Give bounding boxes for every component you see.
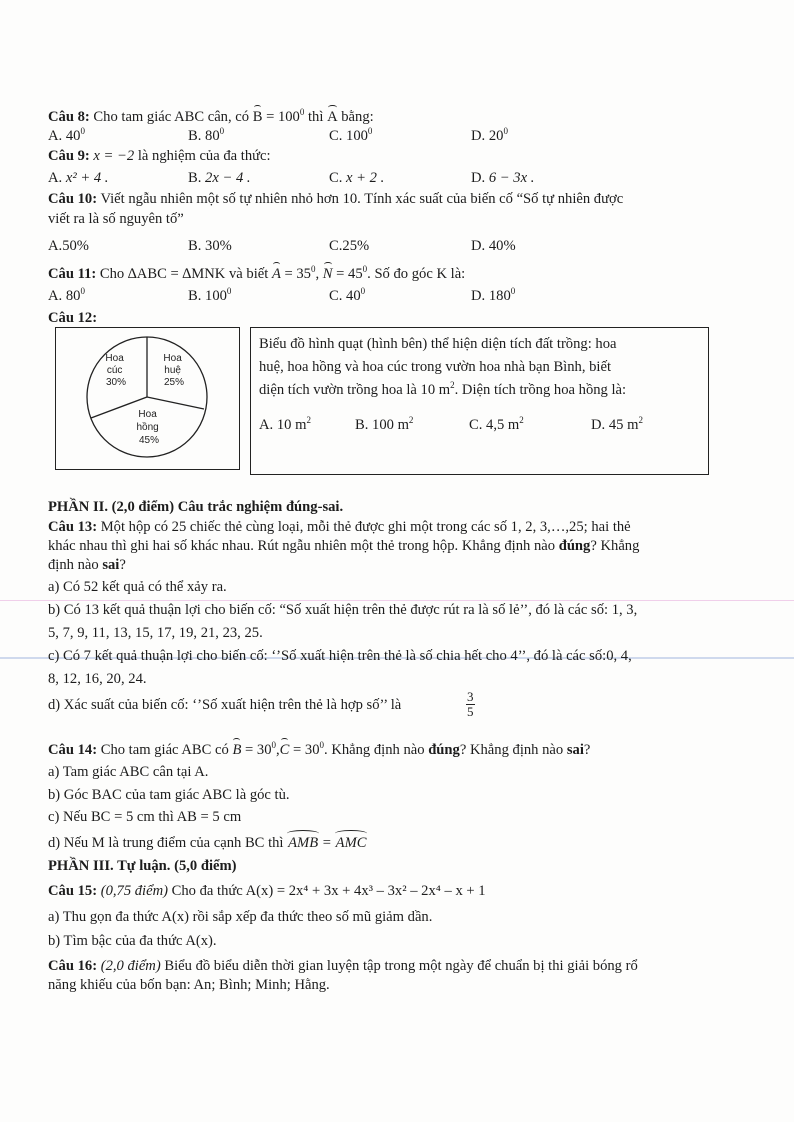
option-d: D. 40% xyxy=(471,238,516,254)
question-15: Câu 15: (0,75 điểm) Cho đa thức A(x) = 2x⁴ + 3x + 4x³ – 3x² – 2x⁴ – x + 1 xyxy=(48,883,486,899)
option-c: C. $100^0$ xyxy=(329,126,373,144)
pie-chart-box xyxy=(55,327,240,470)
angle-amb: AMB xyxy=(288,835,319,851)
question-16: Câu 16: (2,0 điểm) Biểu đồ biểu diễn thời gian luyện tập trong một ngày để chuẩn bị thi giải bóng rổ xyxy=(48,958,638,974)
question-10-line2: viết ra là số nguyên tố” xyxy=(48,211,184,227)
statement-b: b) Có 13 kết quả thuận lợi cho biến cố: “Số xuất hiện trên thẻ được rút ra là số lẻ’’, đó là các số: 1, 3, xyxy=(48,602,638,618)
option-a: A.50% xyxy=(48,238,89,254)
angle-a-symbol: A xyxy=(271,266,281,282)
statement-a: a) Tam giác ABC cân tại A. xyxy=(48,764,209,780)
slice-label-hoa-cuc: Hoa cúc 30% xyxy=(105,353,127,388)
statement-b-cont: 5, 7, 9, 11, 13, 15, 17, 19, 21, 23, 25. xyxy=(48,625,263,641)
angle-b-symbol: B xyxy=(252,109,263,125)
option-d: D. 6 − 3x . xyxy=(471,170,535,186)
option-a: A. x² + 4 . xyxy=(48,170,109,186)
angle-n-symbol: N xyxy=(322,266,333,282)
question-12-text-box xyxy=(250,327,709,475)
statement-a: a) Có 52 kết quả có thể xảy ra. xyxy=(48,579,227,595)
pie-divider-right xyxy=(147,397,204,409)
question-8: Câu 8: Cho tam giác ABC cân, có $B = 100^0$ thì A bằng: xyxy=(48,107,374,125)
pie-chart xyxy=(56,328,239,469)
option-c: C. 4,5 $m^2$ xyxy=(469,415,524,433)
option-c: C. $40^0$ xyxy=(329,286,366,304)
option-c: C.25% xyxy=(329,238,370,254)
question-16-line2: năng khiếu của bốn bạn: An; Bình; Minh; Hằng. xyxy=(48,977,330,993)
slice-label-hoa-hong: Hoa hồng 45% xyxy=(136,409,160,446)
statement-c: c) Có 7 kết quả thuận lợi cho biến cố: ‘’Số xuất hiện trên thẻ là số chia hết cho 4’’, đó là các số:0, 4, xyxy=(48,648,632,664)
option-b: B. $80^0$ xyxy=(188,126,225,144)
question-10: Câu 10: Viết ngẫu nhiên một số tự nhiên nhỏ hơn 10. Tính xác suất của biến cố “Số tự nhiên được xyxy=(48,191,624,207)
statement-c-cont: 8, 12, 16, 20, 24. xyxy=(48,671,147,687)
option-b: B. 100 $m^2$ xyxy=(355,415,414,433)
statement-b: b) Góc BAC của tam giác ABC là góc tù. xyxy=(48,787,290,803)
question-9: Câu 9: x = −2 là nghiệm của đa thức: xyxy=(48,148,271,164)
description-line: huệ, hoa hồng và hoa cúc trong vườn hoa nhà bạn Bình, biết xyxy=(259,359,612,375)
option-b: B. 30% xyxy=(188,238,232,254)
fraction-three-fifths: $\frac{3}{5}$ xyxy=(467,689,474,719)
angle-b-symbol: B xyxy=(232,742,242,758)
angle-amc: AMC xyxy=(335,835,367,851)
description-line: diện tích vườn trồng hoa là 10 $m^2$. Diện tích trồng hoa hồng là: xyxy=(259,380,627,398)
question-14: Câu 14: Cho tam giác ABC có $B = 30^0,C = 30^0$. Khẳng định nào đúng? Khẳng định nào sai? xyxy=(48,740,591,758)
option-d: D. $180^0$ xyxy=(471,286,516,304)
angle-c-symbol: C xyxy=(279,742,290,758)
section-title-part-3: PHẦN III. Tự luận. (5,0 điểm) xyxy=(48,858,237,874)
question-13-line2: khác nhau thì ghi hai số khác nhau. Rút ngẫu nhiên một thẻ trong hộp. Khẳng định nào đúng? Khẳng xyxy=(48,538,640,554)
statement-a: a) Thu gọn đa thức A(x) rồi sắp xếp đa thức theo số mũ giảm dần. xyxy=(48,909,433,925)
angle-a-symbol: A xyxy=(327,109,338,125)
statement-b: b) Tìm bậc của đa thức A(x). xyxy=(48,933,217,949)
statement-d: d) Nếu M là trung điểm của cạnh BC thì AMB = AMC xyxy=(48,835,367,851)
question-13-line3: định nào sai? xyxy=(48,557,126,573)
section-title-part-2: PHẦN II. (2,0 điểm) Câu trắc nghiệm đúng-sai. xyxy=(48,499,344,515)
option-b: B. $100^0$ xyxy=(188,286,232,304)
option-d: D. 45 $m^2$ xyxy=(591,415,643,433)
option-a: A. $80^0$ xyxy=(48,286,85,304)
question-11: Câu 11: Cho ∆ABC = ∆MNK và biết $A = 35^0$, $N = 45^0$. Số đo góc K là: xyxy=(48,264,466,282)
option-a: A. $40^0$ xyxy=(48,126,85,144)
statement-c: c) Nếu BC = 5 cm thì AB = 5 cm xyxy=(48,809,242,825)
statement-d: d) Xác suất của biến cố: ‘’Số xuất hiện trên thẻ là hợp số’’ là xyxy=(48,697,402,713)
slice-label-hoa-hue: Hoa huệ 25% xyxy=(163,353,185,388)
option-b: B. 2x − 4 . xyxy=(188,170,251,186)
question-12-label: Câu 12: xyxy=(48,310,98,326)
description-line: Biểu đồ hình quạt (hình bên) thể hiện diện tích đất trồng: hoa xyxy=(259,336,617,352)
question-13: Câu 13: Một hộp có 25 chiếc thẻ cùng loại, mỗi thẻ được ghi một trong các số 1, 2, 3,…,25; hai thẻ xyxy=(48,519,631,535)
option-d: D. $20^0$ xyxy=(471,126,508,144)
option-c: C. x + 2 . xyxy=(329,170,385,186)
option-a: A. 10 $m^2$ xyxy=(259,415,311,433)
